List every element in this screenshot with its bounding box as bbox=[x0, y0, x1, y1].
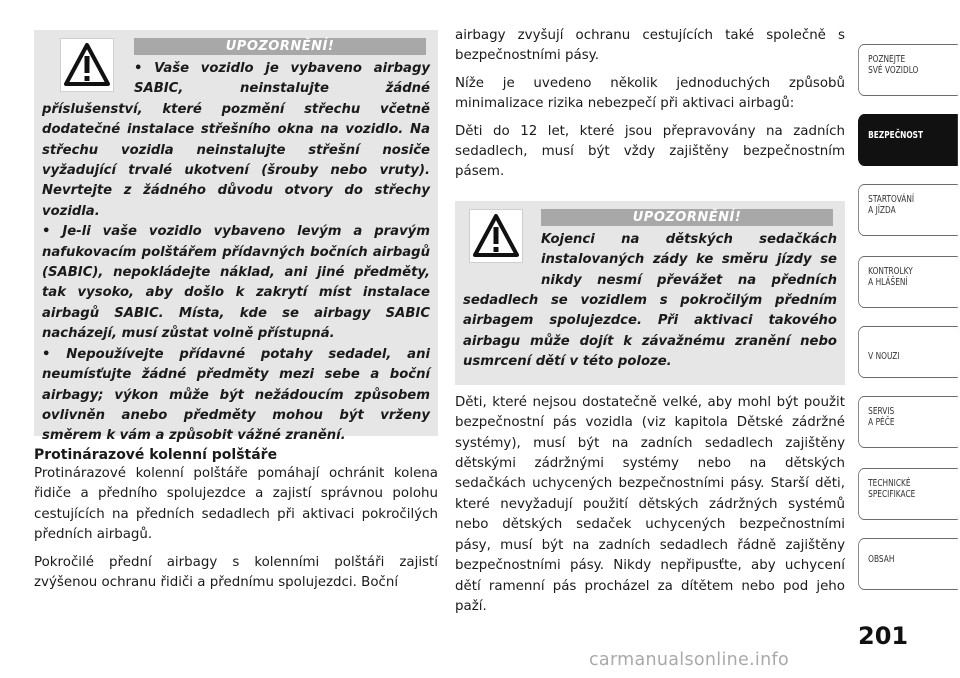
warning-bullet: • Je-li vaše vozidlo vybaveno levým a pravým nafukovacím polštářem přídavných bočních airbagů (SABIC), nepokládejte náklad, ani jiné předměty, tak vysoko, aby došlo k zakrytí míst instalace airbagů SABIC. Místa, kde se airbagy SABIC nacházejí, musí zůstat volně přístupná. bbox=[42, 224, 430, 342]
tab-bezpecnost[interactable] bbox=[858, 114, 958, 166]
tab-label: SERVIS bbox=[868, 406, 895, 417]
tab-startovani-a-jizda[interactable] bbox=[858, 184, 958, 236]
warning-box-left bbox=[34, 30, 438, 444]
tab-v-nouzi[interactable] bbox=[858, 326, 958, 378]
left-column bbox=[34, 30, 438, 593]
chapter-sidebar bbox=[858, 0, 960, 678]
tab-label: TECHNICKÉ bbox=[868, 478, 911, 489]
body-paragraph: airbagy zvyšují ochranu cestujících také společně s bezpečnostními pásy. bbox=[455, 28, 845, 64]
warning-header: UPOZORNĚNÍ! bbox=[134, 38, 426, 55]
tab-label: V NOUZI bbox=[868, 351, 900, 362]
section-heading: Protinárazové kolenní polštáře bbox=[34, 447, 278, 463]
warning-header: UPOZORNĚNÍ! bbox=[541, 209, 833, 226]
tab-label: SVÉ VOZIDLO bbox=[868, 65, 919, 76]
tab-label: KONTROLKY bbox=[868, 266, 913, 277]
warning-paragraph: Kojenci na dětských sedačkách instalovaných zády ke směru jízdy se nikdy nesmí převážet na předních sedadlech se vozidlem s pokročilým předním airbagem spolujezdce. Při aktivaci takového airbagu může dojít k závažnému zranění nebo usmrcení dětí v této poloze. bbox=[463, 231, 837, 370]
watermark: carmanualsonline.info bbox=[589, 650, 789, 670]
tab-label: SPECIFIKACE bbox=[868, 489, 916, 500]
tab-label: A PÉČE bbox=[868, 417, 895, 428]
warning-bullet: • Nepoužívejte přídavné potahy sedadel, ani neumísťujte žádné předměty mezi sebe a boční airbagy; výkon může být nežádoucím způsobem ovlivněn anebo předměty mohou být vrženy směrem k vám a způsobit vážné zranění. bbox=[42, 346, 430, 444]
tab-label: STARTOVÁNÍ bbox=[868, 194, 915, 205]
tab-servis-a-pece[interactable] bbox=[858, 396, 958, 448]
warning-box-right bbox=[455, 201, 845, 385]
tab-technicke-specifikace[interactable] bbox=[858, 468, 958, 520]
right-column bbox=[455, 26, 845, 617]
warning-triangle-icon bbox=[60, 38, 114, 92]
body-paragraph: Níže je uvedeno několik jednoduchých způsobů minimalizace rizika nebezpečí při aktivaci airbagů: bbox=[455, 75, 845, 112]
warning-bullet: • Vaše vozidlo je vybaveno airbagy SABIC, neinstalujte žádné příslušenství, které pozmění střechu včetně dodatečné instalace střešního okna na vozidlo. Na střechu vozidla neinstalujte střešní nosiče vyžadující trvalé ukotvení (šrouby nebo vruty). Nevrtejte z žádného důvodu otvory do střechy vozidla. bbox=[42, 61, 430, 219]
page-number: 201 bbox=[858, 622, 909, 650]
warning-triangle-icon bbox=[469, 209, 523, 263]
tab-label: BEZPEČNOST bbox=[868, 130, 924, 141]
tab-poznejte-sve-vozidlo[interactable] bbox=[858, 44, 958, 96]
body-paragraph: Protinárazové kolenní polštáře pomáhají ochránit kolena řidiče a předního spolujezdce a zajistí správnou polohu cestujících na předních sedadlech při aktivaci pokročilých předních airbagů. bbox=[34, 466, 438, 543]
tab-label: A JÍZDA bbox=[868, 205, 896, 216]
body-paragraph: Děti, které nejsou dostatečně velké, aby mohl být použit bezpečnostní pás vozidla (viz kapitola Dětské zádržné systémy), musí být na zadních sedadlech zajištěny dětskými zádržnými systémy nebo na dětských sedačkách uchycených bezpečnostními pásy. Starší děti, které nevyžadují použití dětských zádržných systémů nebo dětských sedaček uchycených bezpečnostními pásy, musí být na zadních sedadlech řádně zajištěny bezpečnostními pásy. Nikdy nepřipusťte, aby uchycení dětí ramenní pás procházel za dítětem nebo pod jeho paží. bbox=[455, 394, 845, 614]
tab-label: OBSAH bbox=[868, 554, 895, 565]
tab-label: A HLÁŠENÍ bbox=[868, 277, 908, 288]
body-paragraph: Pokročilé přední airbagy s kolenními polštáři zajistí zvýšenou ochranu řidiči a přednímu spolujezdci. Boční bbox=[34, 554, 438, 591]
tab-kontrolky-a-hlaseni[interactable] bbox=[858, 256, 958, 308]
tab-label: POZNEJTE bbox=[868, 54, 906, 65]
warning-text bbox=[42, 59, 430, 447]
tab-obsah[interactable] bbox=[858, 538, 958, 590]
body-paragraph: Děti do 12 let, které jsou přepravovány na zadních sedadlech, musí být vždy zajištěny bezpečnostním pásem. bbox=[455, 123, 845, 180]
